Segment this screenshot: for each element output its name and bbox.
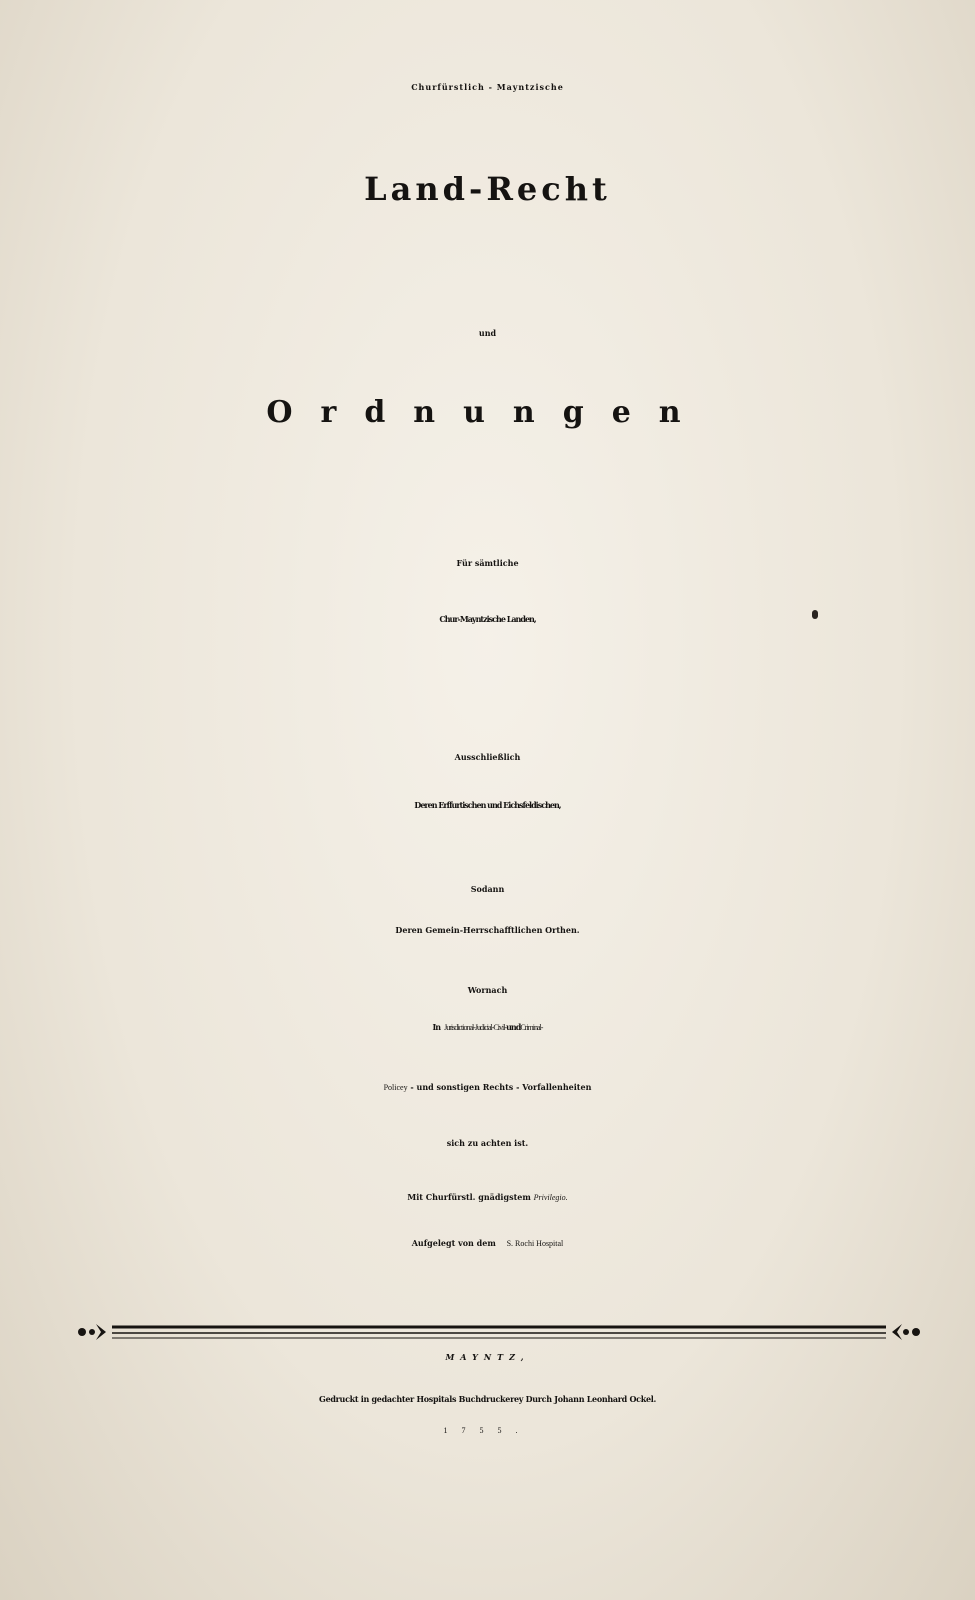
- title-line-und: und: [478, 328, 497, 338]
- imprint-city: MAYNTZ,: [445, 1352, 530, 1362]
- title-line-1: Churfürstlich - Mayntzische: [411, 82, 564, 92]
- word-und: und: [506, 1022, 521, 1032]
- privilege-text: Mit Churfürstl. gnädigstem: [407, 1192, 531, 1202]
- publisher-text: Aufgelegt von dem: [411, 1238, 496, 1248]
- publisher-name: S. Rochi Hospital: [506, 1239, 564, 1248]
- title-line-land-recht: Land-Recht: [364, 170, 611, 208]
- title-line-sodann: Sodann: [470, 884, 505, 894]
- title-line-gemein-herrschafftlichen: Deren Gemein-Herrschafftlichen Orthen.: [395, 925, 580, 935]
- ink-spot: [812, 610, 818, 619]
- privilege-line: [0, 1192, 975, 1202]
- policey-rest-text: - und sonstigen Rechts - Vorfallenheiten: [410, 1082, 592, 1092]
- publisher-line: [0, 1238, 975, 1248]
- imprint-year: 1755.: [443, 1426, 532, 1435]
- jurisdictional-civil-text: Jurisdictional-Judicial-Civil-: [444, 1023, 507, 1032]
- title-line-sich-zu-achten: sich zu achten ist.: [446, 1138, 529, 1148]
- criminal-text: Criminal-: [520, 1023, 543, 1032]
- ornamental-rule: [78, 1318, 920, 1344]
- title-line-ausschliesslich: Ausschließlich: [454, 752, 521, 762]
- title-line-ordnungen: Ordnungen: [266, 395, 709, 430]
- title-line-chur-mayntzische-landen: Chur-Mayntzische Landen,: [439, 614, 536, 624]
- title-line-wornach: Wornach: [467, 985, 508, 995]
- title-line-policey: [0, 1082, 975, 1092]
- imprint-printer: Gedruckt in gedachter Hospitals Buchdruckerey Durch Johann Leonhard Ockel.: [319, 1394, 656, 1404]
- word-in: In: [432, 1022, 441, 1032]
- word-policey: Policey: [383, 1083, 408, 1092]
- privilegio-text: Privilegio.: [533, 1193, 568, 1202]
- title-line-fuer-saemtliche: Für sämtliche: [456, 558, 519, 568]
- title-line-jurisdictional: [0, 1022, 975, 1032]
- title-line-deren-erffurtischen: Deren Erffurtischen und Eichsfeldischen,: [414, 800, 561, 810]
